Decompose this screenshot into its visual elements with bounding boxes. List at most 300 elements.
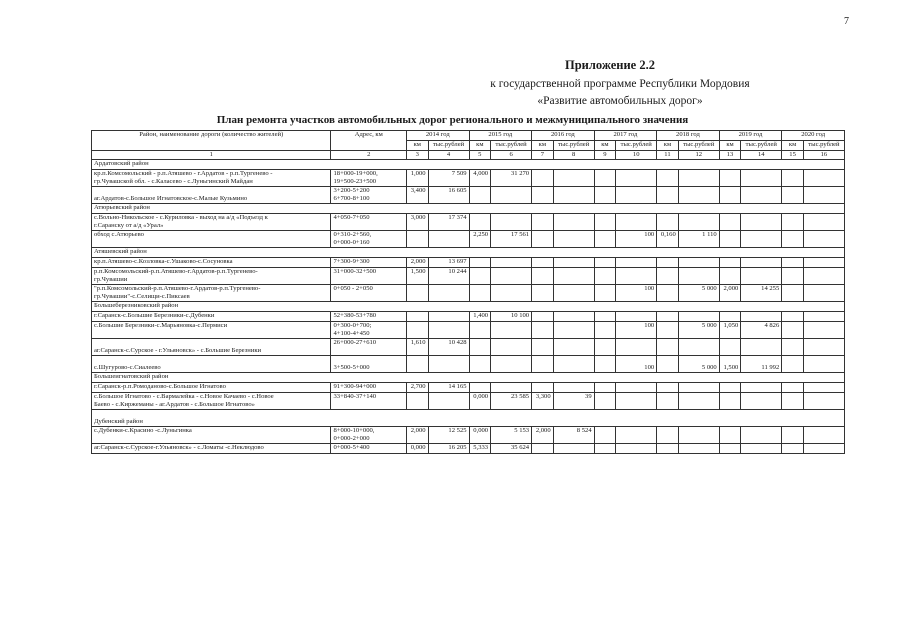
value-km: [407, 231, 429, 248]
value-rub: [553, 231, 594, 248]
value-km: [719, 187, 741, 204]
header-unit-rub: тыс.рублей: [553, 141, 594, 151]
value-km: [469, 285, 491, 302]
column-number: 12: [678, 151, 719, 160]
value-km: [782, 170, 804, 187]
value-km: [657, 285, 679, 302]
value-rub: 13 697: [428, 258, 469, 268]
road-row: [92, 214, 845, 231]
header-address: Адрес, км: [331, 131, 407, 151]
value-rub: 17 374: [428, 214, 469, 231]
district-row: [92, 160, 845, 170]
road-address: 4+050-7+050: [331, 214, 407, 231]
value-rub: [553, 258, 594, 268]
value-rub: [553, 285, 594, 302]
column-number: 15: [782, 151, 804, 160]
value-rub: [803, 339, 844, 356]
value-rub: [741, 427, 782, 444]
header-unit-km: км: [532, 141, 554, 151]
value-km: 2,000: [407, 427, 429, 444]
value-km: 1,500: [407, 268, 429, 285]
value-rub: [491, 268, 532, 285]
road-repair-plan-table: [91, 130, 845, 454]
road-name: с.Дубенки-с.Красино -с.Луньгинка: [92, 427, 331, 444]
value-km: [532, 383, 554, 393]
road-address: 18+000-19+000, 19+500-23+500: [331, 170, 407, 187]
value-km: [407, 322, 429, 339]
header-unit-rub: тыс.рублей: [741, 141, 782, 151]
value-km: [782, 427, 804, 444]
value-km: [719, 268, 741, 285]
value-rub: [678, 427, 719, 444]
value-rub: [741, 339, 782, 356]
value-rub: 100: [616, 322, 657, 339]
road-name: с.Большие Березники-с.Марьяновка-с.Пермиси: [92, 322, 331, 339]
header-year: 2017 год: [594, 131, 657, 141]
table-title: План ремонта участков автомобильных дорог регионального и межмуниципального значения: [216, 114, 689, 126]
value-km: 2,000: [532, 427, 554, 444]
value-km: [657, 214, 679, 231]
value-rub: 8 524: [553, 427, 594, 444]
value-rub: [553, 383, 594, 393]
value-rub: 10 428: [428, 339, 469, 356]
value-rub: [553, 214, 594, 231]
value-km: [407, 285, 429, 302]
value-rub: 4 826: [741, 322, 782, 339]
value-km: [719, 339, 741, 356]
road-name: кр.п.Атяшево-с.Козловка-с.Ушаково-с.Сосуновка: [92, 258, 331, 268]
district-row: [92, 302, 845, 312]
value-rub: [803, 268, 844, 285]
appendix-subtitle-line1: к государственной программе Республики Мордовия: [490, 78, 750, 90]
value-km: [469, 356, 491, 373]
road-row: [92, 187, 845, 204]
value-km: 2,700: [407, 383, 429, 393]
road-name: с.Большое Игнатово - с.Вармалейка - с.Новое Качаево - с.Новое Баево - с.Киржеманы - аг.Ардатов - с.Большое Игнатово»: [92, 393, 331, 410]
value-rub: [616, 339, 657, 356]
value-km: [719, 383, 741, 393]
header-unit-rub: тыс.рублей: [616, 141, 657, 151]
road-address: 7+300-9+300: [331, 258, 407, 268]
district-name: Ардатовский район: [92, 160, 845, 170]
value-rub: [428, 312, 469, 322]
value-rub: [803, 427, 844, 444]
road-name: обход с.Атюрьево: [92, 231, 331, 248]
road-address: 91+300-94+000: [331, 383, 407, 393]
value-rub: [741, 187, 782, 204]
header-unit-rub: тыс.рублей: [491, 141, 532, 151]
value-rub: [428, 322, 469, 339]
value-km: [532, 322, 554, 339]
value-km: [782, 285, 804, 302]
value-rub: 7 509: [428, 170, 469, 187]
road-address: 8+000-10+000, 0+000-2+000: [331, 427, 407, 444]
value-km: [532, 339, 554, 356]
road-row: [92, 285, 845, 302]
value-rub: [678, 393, 719, 410]
column-number: 10: [616, 151, 657, 160]
value-rub: [803, 285, 844, 302]
road-address: 3+200-5+200 6+700-8+100: [331, 187, 407, 204]
road-name: аг.Саранск-с.Сурское-г.Ульяновск» - с.Ломаты -с.Неклюдово: [92, 444, 331, 454]
value-km: [532, 444, 554, 454]
value-km: [532, 268, 554, 285]
value-rub: [803, 258, 844, 268]
value-km: [469, 268, 491, 285]
value-rub: [741, 170, 782, 187]
value-rub: [428, 231, 469, 248]
value-rub: [803, 383, 844, 393]
value-km: 3,400: [407, 187, 429, 204]
value-km: [782, 187, 804, 204]
value-km: [782, 339, 804, 356]
column-number: 1: [92, 151, 331, 160]
value-rub: [428, 285, 469, 302]
value-km: 1,000: [407, 170, 429, 187]
table-body: [92, 160, 845, 454]
appendix-title: Приложение 2.2: [565, 58, 655, 72]
value-rub: [803, 187, 844, 204]
value-rub: [491, 258, 532, 268]
value-km: [594, 231, 616, 248]
header-year: 2016 год: [532, 131, 595, 141]
value-rub: 14 255: [741, 285, 782, 302]
value-km: [532, 356, 554, 373]
value-rub: [741, 383, 782, 393]
road-name: аг.Саранск-с.Сурское - г.Ульяновск» - с.Большие Березники: [92, 339, 331, 356]
district-name: Дубенский район: [92, 410, 845, 427]
value-rub: [741, 231, 782, 248]
district-name: Атюрьевский район: [92, 204, 845, 214]
road-row: [92, 383, 845, 393]
value-rub: [428, 356, 469, 373]
header-row-column-numbers: [92, 151, 845, 160]
value-rub: [616, 383, 657, 393]
header-row-years: [92, 131, 845, 141]
page-number: 7: [844, 16, 849, 27]
value-km: [594, 268, 616, 285]
value-rub: [803, 444, 844, 454]
road-row: [92, 322, 845, 339]
value-rub: 10 100: [491, 312, 532, 322]
road-name: с.Шугурово-с.Сиалеево: [92, 356, 331, 373]
value-rub: [491, 285, 532, 302]
road-row: [92, 268, 845, 285]
road-address: 26+000-27+610: [331, 339, 407, 356]
value-km: [719, 444, 741, 454]
value-km: [594, 427, 616, 444]
value-rub: [803, 322, 844, 339]
value-rub: [678, 170, 719, 187]
road-name: "р.п.Комсомольский-р.п.Атяшево-г.Ардатов-р.п.Тургенево- гр.Чувашии"-с.Селищи-с.Пиксаев: [92, 285, 331, 302]
value-km: [719, 312, 741, 322]
value-km: [469, 339, 491, 356]
value-km: [594, 258, 616, 268]
value-km: [782, 268, 804, 285]
value-rub: [616, 214, 657, 231]
value-rub: 5 000: [678, 285, 719, 302]
column-number: 3: [407, 151, 429, 160]
road-row: [92, 427, 845, 444]
road-name: г.Саранск-с.Большие Березники-с.Дубенки: [92, 312, 331, 322]
value-km: [719, 427, 741, 444]
value-rub: [678, 339, 719, 356]
value-km: [594, 285, 616, 302]
value-km: [532, 258, 554, 268]
value-rub: 16 205: [428, 444, 469, 454]
value-rub: [678, 258, 719, 268]
value-rub: [803, 312, 844, 322]
value-rub: 10 244: [428, 268, 469, 285]
value-rub: [616, 393, 657, 410]
value-rub: [803, 231, 844, 248]
value-km: 0,000: [469, 427, 491, 444]
value-rub: [741, 268, 782, 285]
value-rub: [553, 187, 594, 204]
value-rub: [553, 268, 594, 285]
value-rub: 1 110: [678, 231, 719, 248]
header-unit-km: км: [782, 141, 804, 151]
value-km: 2,000: [719, 285, 741, 302]
road-address: 0+050 - 2+050: [331, 285, 407, 302]
value-rub: 17 561: [491, 231, 532, 248]
value-rub: [741, 258, 782, 268]
value-km: [782, 214, 804, 231]
value-km: [657, 339, 679, 356]
header-year: 2018 год: [657, 131, 720, 141]
value-km: 2,250: [469, 231, 491, 248]
road-name: с.Вольно-Никольское - с.Куриловка - выход на а/д «Подъезд к г.Саранску от а/д «Урал»: [92, 214, 331, 231]
value-rub: [741, 444, 782, 454]
column-number: 11: [657, 151, 679, 160]
road-row: [92, 356, 845, 373]
value-rub: [678, 214, 719, 231]
value-rub: [741, 214, 782, 231]
value-km: [407, 356, 429, 373]
value-km: [469, 187, 491, 204]
value-rub: [491, 322, 532, 339]
value-km: 2,000: [407, 258, 429, 268]
value-rub: [553, 339, 594, 356]
value-km: [719, 231, 741, 248]
value-km: [782, 383, 804, 393]
value-km: 0,000: [407, 444, 429, 454]
value-km: [782, 231, 804, 248]
district-name: Большеигнатовский район: [92, 373, 845, 383]
value-km: [532, 285, 554, 302]
road-address: 3+500-5+000: [331, 356, 407, 373]
value-rub: [491, 339, 532, 356]
value-km: [657, 393, 679, 410]
value-km: [594, 339, 616, 356]
header-unit-rub: тыс.рублей: [678, 141, 719, 151]
district-row: [92, 248, 845, 258]
header-unit-km: км: [719, 141, 741, 151]
value-km: 1,500: [719, 356, 741, 373]
value-rub: 11 992: [741, 356, 782, 373]
column-number: 16: [803, 151, 844, 160]
column-number: 5: [469, 151, 491, 160]
value-km: 5,333: [469, 444, 491, 454]
column-number: 14: [741, 151, 782, 160]
value-rub: 31 270: [491, 170, 532, 187]
value-km: 0,000: [469, 393, 491, 410]
value-rub: 39: [553, 393, 594, 410]
value-km: [782, 258, 804, 268]
value-km: [657, 383, 679, 393]
header-year: 2020 год: [782, 131, 845, 141]
value-km: [657, 356, 679, 373]
value-rub: [491, 356, 532, 373]
road-row: [92, 258, 845, 268]
value-km: [594, 356, 616, 373]
header-year: 2015 год: [469, 131, 532, 141]
value-rub: [678, 312, 719, 322]
value-km: [469, 258, 491, 268]
value-rub: [803, 393, 844, 410]
column-number: 4: [428, 151, 469, 160]
road-row: [92, 339, 845, 356]
value-km: [532, 187, 554, 204]
value-km: [594, 383, 616, 393]
value-km: [532, 312, 554, 322]
value-km: [782, 312, 804, 322]
value-km: [594, 214, 616, 231]
value-rub: [491, 214, 532, 231]
value-km: [594, 322, 616, 339]
header-year: 2019 год: [719, 131, 782, 141]
value-km: [782, 356, 804, 373]
column-number: 6: [491, 151, 532, 160]
road-row: [92, 393, 845, 410]
scan-side-mark: [893, 570, 901, 630]
value-rub: [678, 187, 719, 204]
column-number: 2: [331, 151, 407, 160]
value-rub: [616, 268, 657, 285]
column-number: 9: [594, 151, 616, 160]
value-km: 1,400: [469, 312, 491, 322]
value-km: 0,160: [657, 231, 679, 248]
value-km: [594, 187, 616, 204]
value-rub: [616, 187, 657, 204]
road-address: 33+840-37+140: [331, 393, 407, 410]
value-rub: [678, 444, 719, 454]
road-name: р.п.Комсомольский-р.п.Атяшево-г.Ардатов-р.п.Тургенево- гр.Чувашии: [92, 268, 331, 285]
header-unit-rub: тыс.рублей: [428, 141, 469, 151]
value-km: [782, 444, 804, 454]
road-row: [92, 170, 845, 187]
district-row: [92, 410, 845, 427]
road-row: [92, 231, 845, 248]
value-km: [594, 312, 616, 322]
value-km: [532, 170, 554, 187]
value-km: [657, 312, 679, 322]
value-rub: [553, 356, 594, 373]
value-km: [407, 312, 429, 322]
column-number: 8: [553, 151, 594, 160]
value-km: 3,000: [407, 214, 429, 231]
road-row: [92, 312, 845, 322]
value-rub: [678, 383, 719, 393]
value-km: [782, 393, 804, 410]
value-km: 3,300: [532, 393, 554, 410]
value-rub: 100: [616, 356, 657, 373]
value-rub: 16 605: [428, 187, 469, 204]
value-rub: 35 624: [491, 444, 532, 454]
value-rub: [616, 170, 657, 187]
value-km: [782, 322, 804, 339]
header-unit-km: км: [594, 141, 616, 151]
value-rub: 23 585: [491, 393, 532, 410]
value-rub: [553, 312, 594, 322]
value-km: [532, 231, 554, 248]
value-km: [469, 383, 491, 393]
road-row: [92, 444, 845, 454]
road-address: 0+310-2+560, 0+000-0+160: [331, 231, 407, 248]
value-rub: [553, 444, 594, 454]
header-unit-rub: тыс.рублей: [803, 141, 844, 151]
value-km: 1,610: [407, 339, 429, 356]
value-km: [657, 187, 679, 204]
value-rub: [803, 214, 844, 231]
header-unit-km: км: [469, 141, 491, 151]
value-rub: 100: [616, 231, 657, 248]
value-rub: [616, 258, 657, 268]
value-rub: [741, 312, 782, 322]
header-unit-km: км: [657, 141, 679, 151]
road-address: 0+000-5+400: [331, 444, 407, 454]
district-row: [92, 204, 845, 214]
road-address: 52+380-53+780: [331, 312, 407, 322]
value-rub: [553, 322, 594, 339]
value-rub: 100: [616, 285, 657, 302]
value-rub: [428, 393, 469, 410]
value-rub: 5 153: [491, 427, 532, 444]
value-km: [657, 268, 679, 285]
value-rub: 12 525: [428, 427, 469, 444]
column-number: 13: [719, 151, 741, 160]
district-name: Большеберезниковский район: [92, 302, 845, 312]
value-km: [657, 427, 679, 444]
value-km: [719, 258, 741, 268]
value-km: [719, 393, 741, 410]
value-rub: 5 000: [678, 356, 719, 373]
value-km: [594, 444, 616, 454]
appendix-subtitle-line2: «Развитие автомобильных дорог»: [537, 95, 703, 107]
value-rub: [616, 427, 657, 444]
road-address: 0+300-0+700; 4+100-4+450: [331, 322, 407, 339]
value-km: [594, 170, 616, 187]
value-rub: [678, 268, 719, 285]
value-km: [657, 322, 679, 339]
value-km: [657, 170, 679, 187]
value-rub: [741, 393, 782, 410]
value-km: [469, 322, 491, 339]
road-address: 31+000-32+500: [331, 268, 407, 285]
value-km: [657, 444, 679, 454]
road-name: г.Саранск-р.п.Ромоданово-с.Большое Игнатово: [92, 383, 331, 393]
value-rub: 5 000: [678, 322, 719, 339]
value-rub: [803, 170, 844, 187]
value-rub: 14 165: [428, 383, 469, 393]
value-km: [594, 393, 616, 410]
value-km: [719, 214, 741, 231]
district-name: Атяшевский район: [92, 248, 845, 258]
value-rub: [616, 312, 657, 322]
header-year: 2014 год: [407, 131, 470, 141]
value-km: [657, 258, 679, 268]
value-rub: [491, 187, 532, 204]
